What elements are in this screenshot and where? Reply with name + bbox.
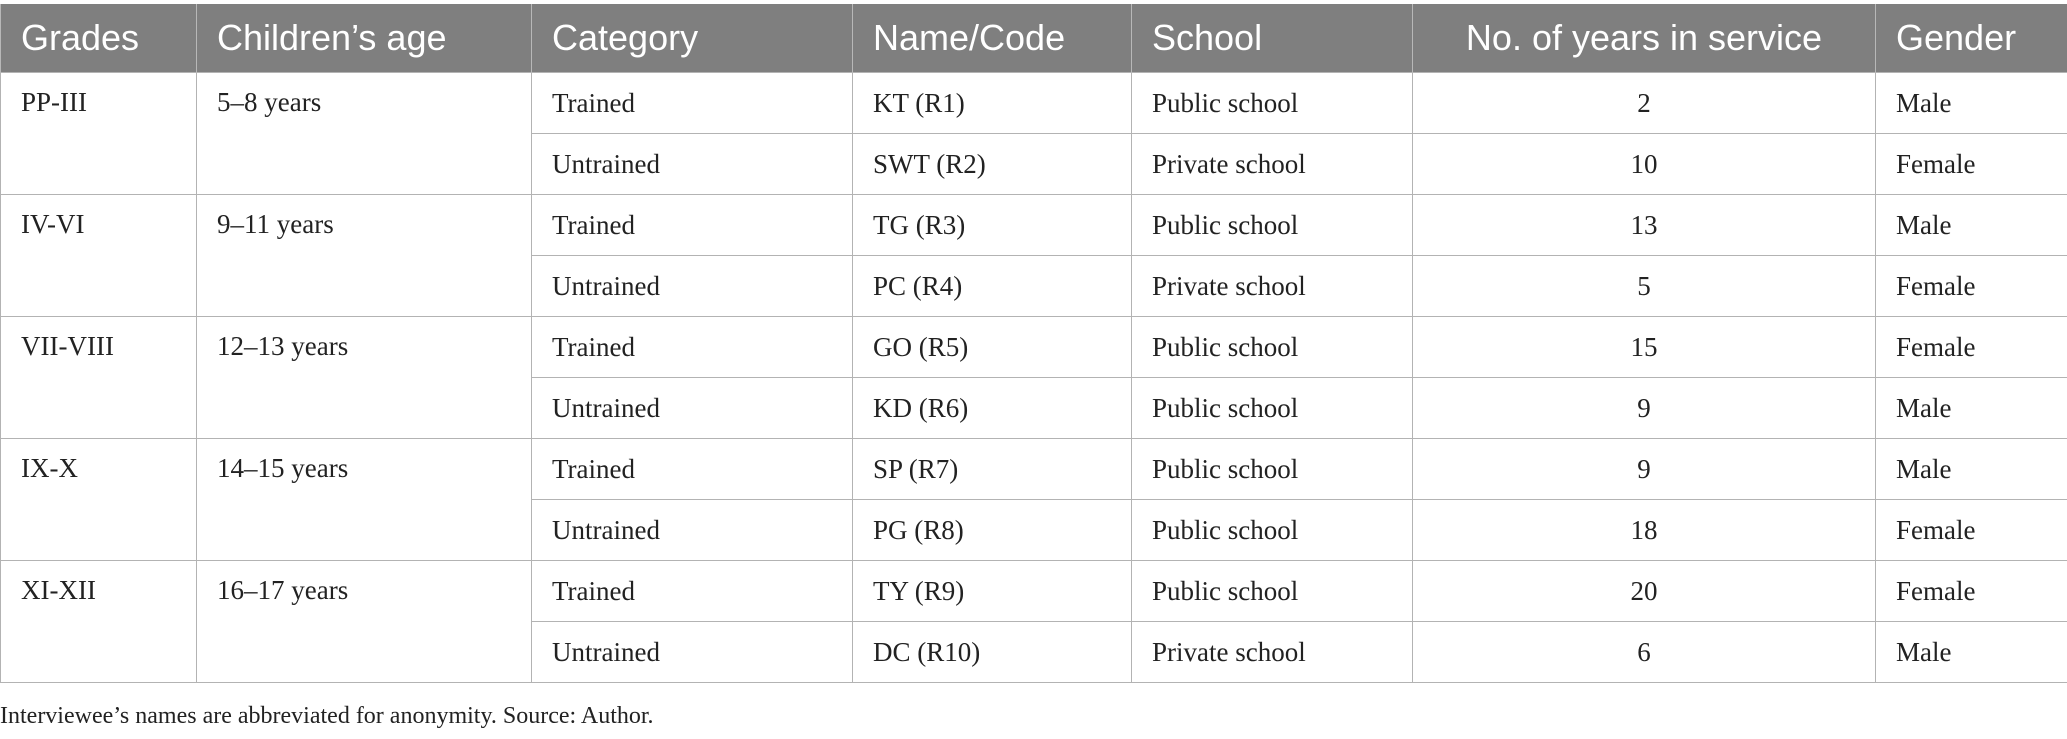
header-years-in-service: No. of years in service — [1413, 4, 1876, 73]
category-cell: Trained — [532, 73, 853, 134]
years-cell: 10 — [1413, 134, 1876, 195]
age-cell: 14–15 years — [197, 439, 532, 561]
category-cell: Untrained — [532, 256, 853, 317]
header-name-code: Name/Code — [853, 4, 1132, 73]
grade-cell: PP-III — [1, 73, 197, 195]
category-cell: Trained — [532, 195, 853, 256]
school-cell: Public school — [1132, 73, 1413, 134]
table-row — [1, 561, 2067, 622]
school-cell: Private school — [1132, 134, 1413, 195]
participants-table — [0, 4, 2067, 683]
years-cell: 18 — [1413, 500, 1876, 561]
header-row — [1, 4, 2067, 73]
table-footnote: Interviewee’s names are abbreviated for anonymity. Source: Author. — [0, 703, 654, 729]
code-cell: SP (R7) — [853, 439, 1132, 500]
gender-cell: Female — [1876, 561, 2067, 622]
gender-cell: Female — [1876, 317, 2067, 378]
age-cell: 5–8 years — [197, 73, 532, 195]
category-cell: Untrained — [532, 134, 853, 195]
years-cell: 9 — [1413, 439, 1876, 500]
code-cell: KT (R1) — [853, 73, 1132, 134]
code-cell: TY (R9) — [853, 561, 1132, 622]
school-cell: Public school — [1132, 561, 1413, 622]
table-header — [1, 4, 2067, 73]
header-category: Category — [532, 4, 853, 73]
code-cell: KD (R6) — [853, 378, 1132, 439]
category-cell: Trained — [532, 317, 853, 378]
header-school: School — [1132, 4, 1413, 73]
school-cell: Public school — [1132, 500, 1413, 561]
table-row — [1, 317, 2067, 378]
gender-cell: Male — [1876, 622, 2067, 683]
age-cell: 9–11 years — [197, 195, 532, 317]
years-cell: 20 — [1413, 561, 1876, 622]
age-cell: 12–13 years — [197, 317, 532, 439]
years-cell: 5 — [1413, 256, 1876, 317]
school-cell: Public school — [1132, 378, 1413, 439]
code-cell: GO (R5) — [853, 317, 1132, 378]
code-cell: PG (R8) — [853, 500, 1132, 561]
grade-cell: IX-X — [1, 439, 197, 561]
code-cell: DC (R10) — [853, 622, 1132, 683]
table-body — [1, 73, 2067, 683]
table-row — [1, 195, 2067, 256]
category-cell: Untrained — [532, 378, 853, 439]
code-cell: SWT (R2) — [853, 134, 1132, 195]
gender-cell: Female — [1876, 500, 2067, 561]
years-cell: 13 — [1413, 195, 1876, 256]
school-cell: Private school — [1132, 256, 1413, 317]
table-row — [1, 439, 2067, 500]
age-cell: 16–17 years — [197, 561, 532, 683]
category-cell: Trained — [532, 561, 853, 622]
category-cell: Untrained — [532, 500, 853, 561]
category-cell: Trained — [532, 439, 853, 500]
school-cell: Private school — [1132, 622, 1413, 683]
years-cell: 6 — [1413, 622, 1876, 683]
participants-table-container — [0, 4, 2067, 683]
code-cell: PC (R4) — [853, 256, 1132, 317]
school-cell: Public school — [1132, 439, 1413, 500]
school-cell: Public school — [1132, 317, 1413, 378]
gender-cell: Male — [1876, 195, 2067, 256]
gender-cell: Female — [1876, 256, 2067, 317]
gender-cell: Female — [1876, 134, 2067, 195]
grade-cell: XI-XII — [1, 561, 197, 683]
code-cell: TG (R3) — [853, 195, 1132, 256]
category-cell: Untrained — [532, 622, 853, 683]
grade-cell: VII-VIII — [1, 317, 197, 439]
gender-cell: Male — [1876, 378, 2067, 439]
gender-cell: Male — [1876, 439, 2067, 500]
header-grades: Grades — [1, 4, 197, 73]
years-cell: 2 — [1413, 73, 1876, 134]
header-gender: Gender — [1876, 4, 2067, 73]
table-row — [1, 73, 2067, 134]
header-childrens-age: Children’s age — [197, 4, 532, 73]
years-cell: 9 — [1413, 378, 1876, 439]
grade-cell: IV-VI — [1, 195, 197, 317]
school-cell: Public school — [1132, 195, 1413, 256]
years-cell: 15 — [1413, 317, 1876, 378]
gender-cell: Male — [1876, 73, 2067, 134]
